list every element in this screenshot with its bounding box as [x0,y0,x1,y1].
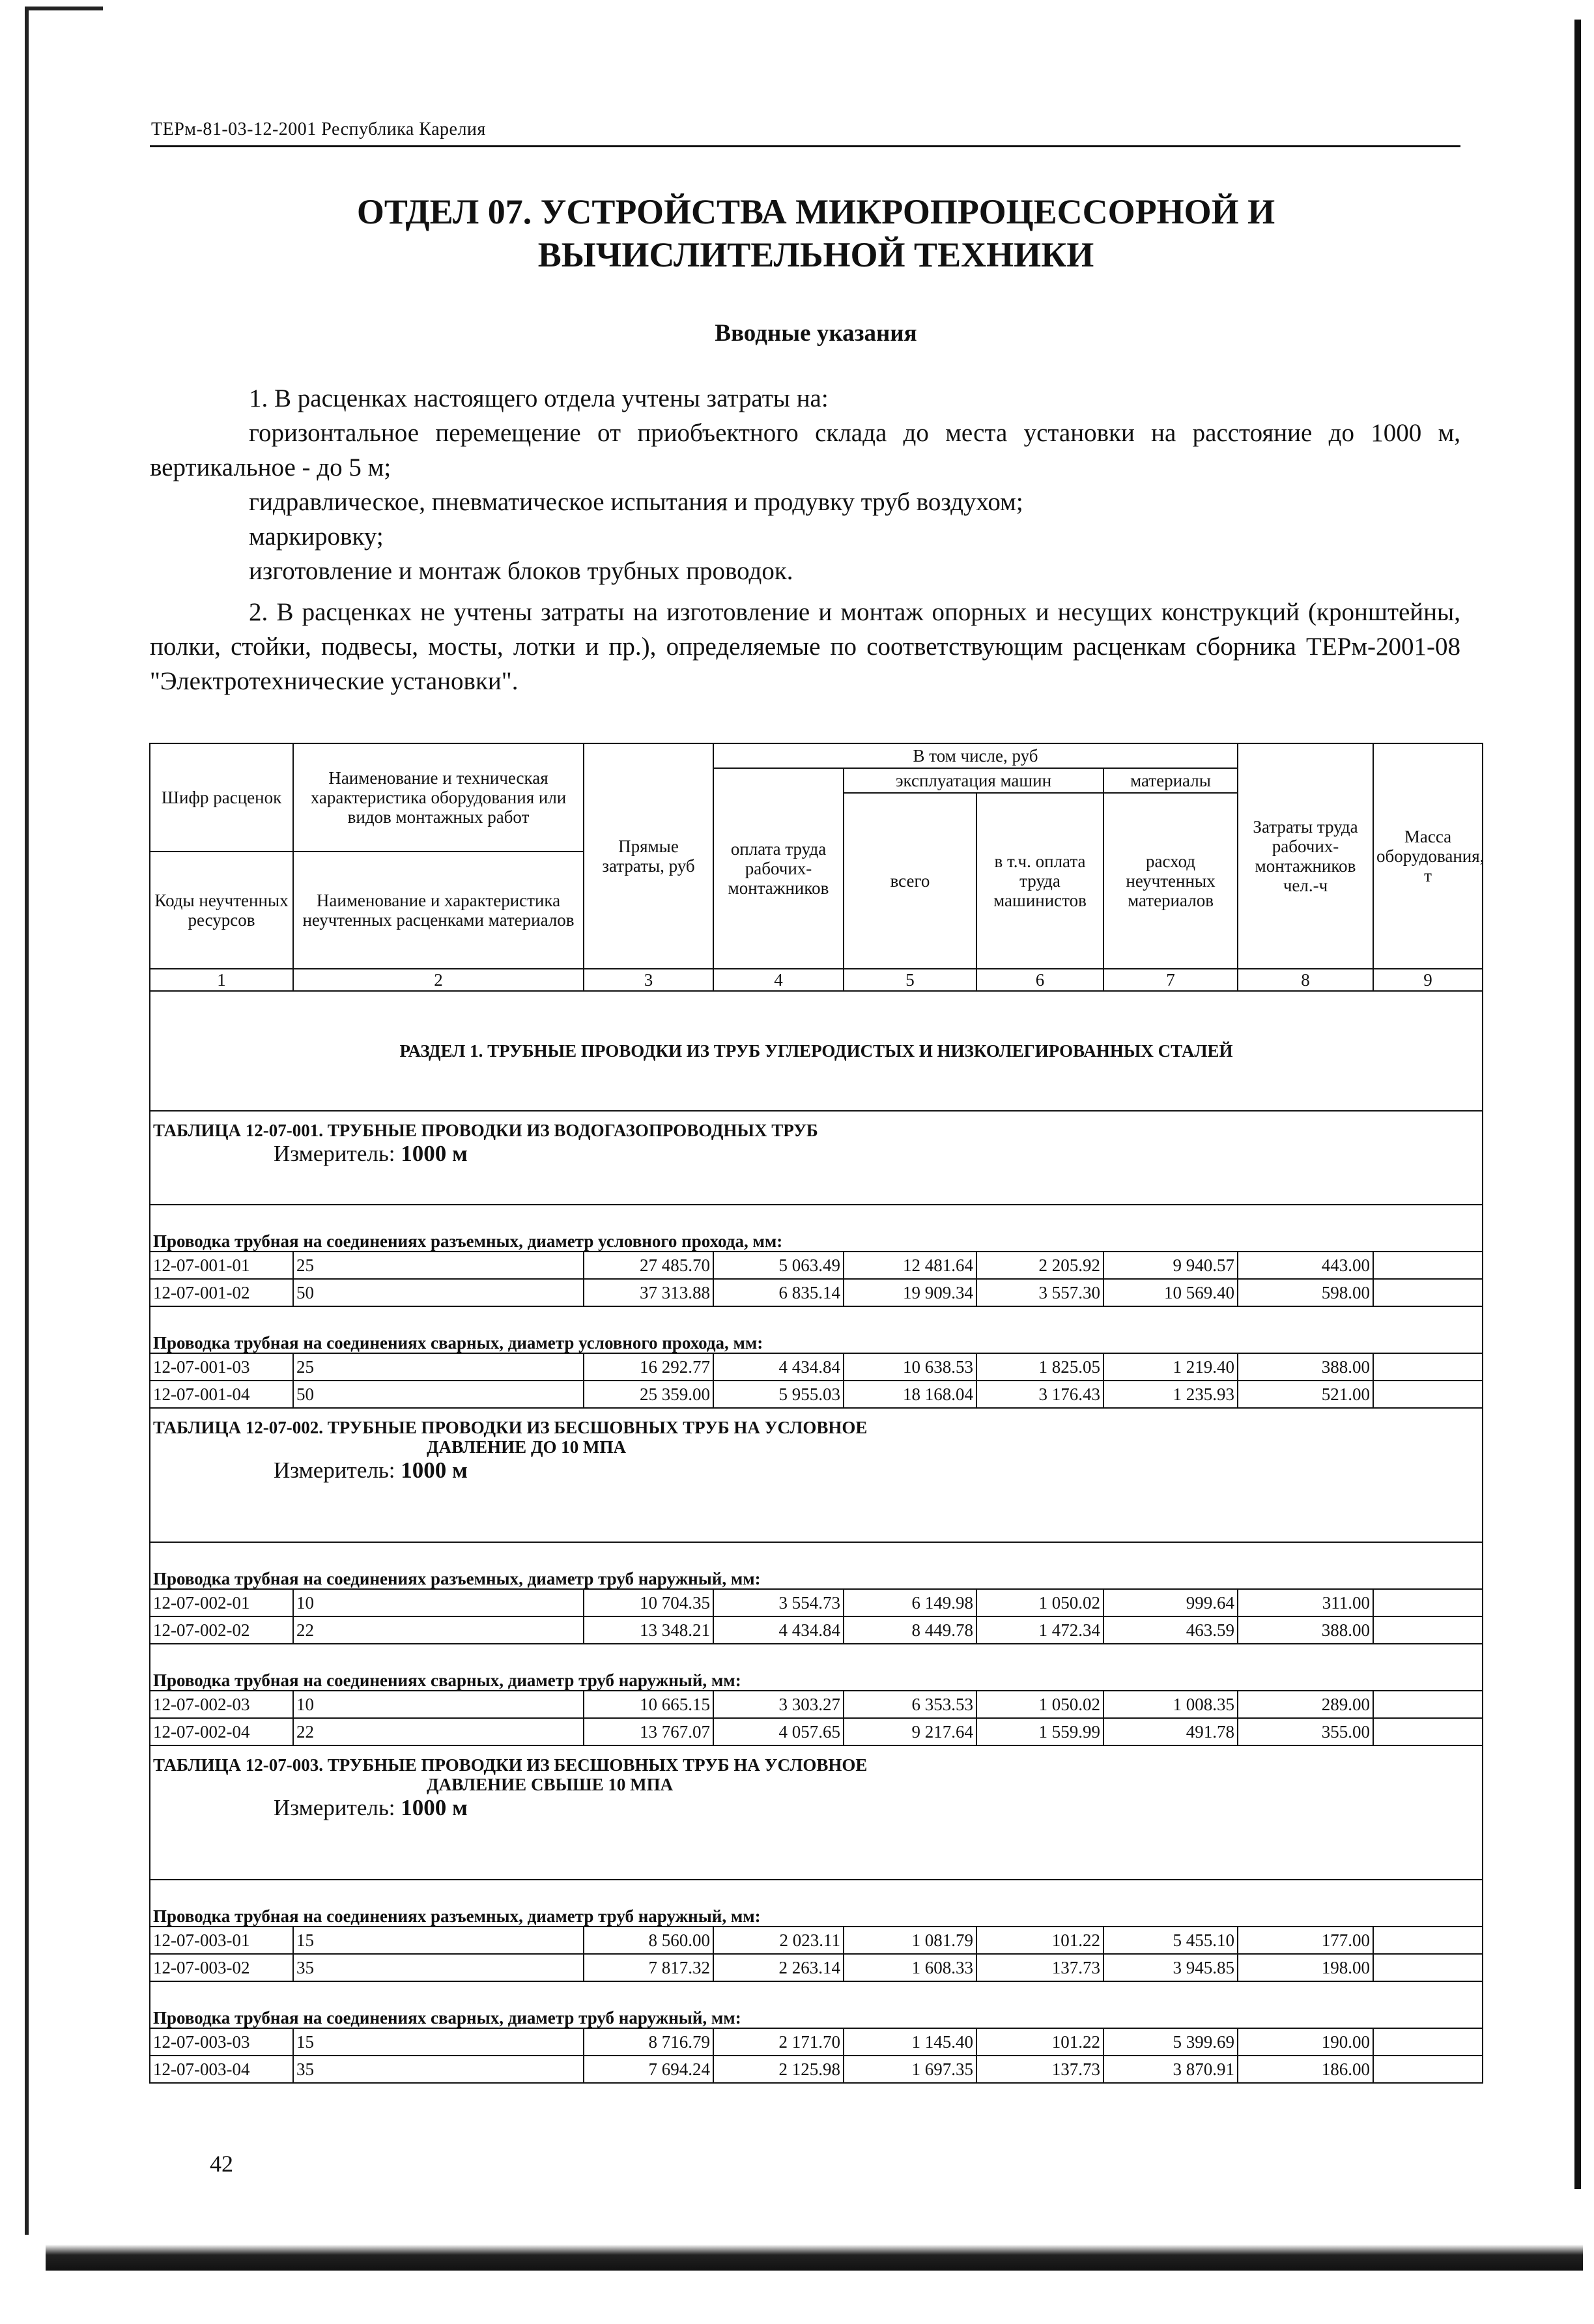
measure-unit [153,1141,1479,1166]
measure-label: Измеритель: [274,1457,395,1483]
cost-cell [1373,1616,1483,1644]
cost-cell: 443.00 [1238,1252,1373,1279]
scan-border-right [1574,20,1581,2189]
header-unaccounted-materials: расход неучтенных материалов [1103,793,1238,969]
cost-cell: 2 125.98 [713,2056,844,2083]
cost-cell: 190.00 [1238,2028,1373,2056]
intro-paragraph-1d: изготовление и монтаж блоков трубных проводок. [249,557,793,585]
rate-code: 12-07-003-03 [150,2028,293,2056]
cost-cell: 1 145.40 [844,2028,976,2056]
cost-cell: 4 434.84 [713,1616,844,1644]
cost-cell: 3 870.91 [1103,2056,1238,2083]
section-title: РАЗДЕЛ 1. ТРУБНЫЕ ПРОВОДКИ ИЗ ТРУБ УГЛЕРОДИСТЫХ И НИЗКОЛЕГИРОВАННЫХ СТАЛЕЙ [150,991,1483,1111]
header-material-names: Наименование и характеристика неучтенных расценками материалов [293,852,584,969]
table-row [150,2056,1483,2083]
cost-cell: 598.00 [1238,1279,1373,1306]
header-resource-codes: Коды неучтенных ресурсов [150,852,293,969]
cost-cell: 6 149.98 [844,1589,976,1616]
header-machinist-pay: в т.ч. оплата труда машинистов [976,793,1103,969]
column-number: 7 [1103,969,1238,991]
cost-cell: 10 665.15 [584,1691,713,1718]
header-including: В том числе, руб [713,743,1238,768]
rate-code: 12-07-001-04 [150,1381,293,1408]
diameter: 25 [293,1353,584,1381]
cost-cell: 2 023.11 [713,1927,844,1954]
cost-cell: 10 638.53 [844,1353,976,1381]
cost-cell: 999.64 [1103,1589,1238,1616]
table-row [150,1353,1483,1381]
table-row [150,1927,1483,1954]
cost-cell: 198.00 [1238,1954,1373,1981]
header-machines: эксплуатация машин [844,768,1103,793]
cost-cell: 8 449.78 [844,1616,976,1644]
header-name: Наименование и техническая характеристика оборудования или видов монтажных работ [293,743,584,852]
cost-cell: 1 008.35 [1103,1691,1238,1718]
cost-cell: 101.22 [976,2028,1103,2056]
cost-cell: 1 608.33 [844,1954,976,1981]
cost-cell: 2 171.70 [713,2028,844,2056]
rate-code: 12-07-001-03 [150,1353,293,1381]
cost-cell: 186.00 [1238,2056,1373,2083]
column-number: 6 [976,969,1103,991]
rate-code: 12-07-003-04 [150,2056,293,2083]
running-header: ТЕРм-81-03-12-2001 Республика Карелия [151,119,486,139]
scan-border-left [25,7,29,2235]
group-heading: Проводка трубная на соединениях разъемных, диаметр труб наружный, мм: [150,1880,1483,1927]
measure-label: Измеритель: [274,1141,395,1166]
measure-value: 1000 м [401,1795,468,1820]
diameter: 22 [293,1718,584,1745]
cost-cell: 1 050.02 [976,1691,1103,1718]
header-rule [150,145,1460,147]
table-title-line-1: ТАБЛИЦА 12-07-002. ТРУБНЫЕ ПРОВОДКИ ИЗ БЕСШОВНЫХ ТРУБ НА УСЛОВНОЕ [153,1418,868,1437]
intro-heading: Вводные указания [715,320,917,347]
cost-cell: 6 353.53 [844,1691,976,1718]
column-number-row [150,969,1483,991]
column-number: 4 [713,969,844,991]
table-title-line-1: ТАБЛИЦА 12-07-001. ТРУБНЫЕ ПРОВОДКИ ИЗ ВОДОГАЗОПРОВОДНЫХ ТРУБ [153,1121,818,1140]
cost-cell: 463.59 [1103,1616,1238,1644]
cost-cell: 3 303.27 [713,1691,844,1718]
cost-cell: 137.73 [976,1954,1103,1981]
rate-code: 12-07-002-04 [150,1718,293,1745]
cost-cell [1373,1381,1483,1408]
intro-paragraph-2: 2. В расценках не учтены затраты на изготовление и монтаж опорных и несущих конструкций (кронштейны, полки, стойки, подвесы, мосты, лотки и пр.), определяемые по соответствующим расценкам сборника ТЕРм-2001-08 "Электротехнические установки". [150,598,1460,695]
cost-cell: 5 455.10 [1103,1927,1238,1954]
cost-cell: 25 359.00 [584,1381,713,1408]
cost-cell: 10 569.40 [1103,1279,1238,1306]
cost-cell: 491.78 [1103,1718,1238,1745]
measure-label: Измеритель: [274,1795,395,1820]
cost-cell: 16 292.77 [584,1353,713,1381]
rate-code: 12-07-001-02 [150,1279,293,1306]
rate-code: 12-07-002-02 [150,1616,293,1644]
column-number: 2 [293,969,584,991]
cost-cell: 5 063.49 [713,1252,844,1279]
cost-cell [1373,1954,1483,1981]
title-line-2: ВЫЧИСЛИТЕЛЬНОЙ ТЕХНИКИ [537,235,1094,274]
cost-cell: 1 559.99 [976,1718,1103,1745]
cost-cell: 8 716.79 [584,2028,713,2056]
column-number: 3 [584,969,713,991]
table-title [150,1111,1483,1205]
cost-cell: 3 945.85 [1103,1954,1238,1981]
header-code: Шифр расценок [150,743,293,852]
cost-cell: 1 050.02 [976,1589,1103,1616]
diameter: 15 [293,2028,584,2056]
cost-cell [1373,2056,1483,2083]
measure-value: 1000 м [401,1457,468,1483]
rate-code: 12-07-001-01 [150,1252,293,1279]
cost-cell [1373,1353,1483,1381]
table-row [150,1718,1483,1745]
intro-paragraph-1: 1. В расценках настоящего отдела учтены затраты на: [249,384,829,412]
cost-cell: 18 168.04 [844,1381,976,1408]
table-title [150,1408,1483,1542]
table-row [150,2028,1483,2056]
diameter: 25 [293,1252,584,1279]
cost-cell: 1 472.34 [976,1616,1103,1644]
group-heading: Проводка трубная на соединениях разъемных, диаметр условного прохода, мм: [150,1205,1483,1252]
page-title [150,190,1482,276]
intro-paragraph-1a: горизонтальное перемещение от приобъектного склада до места установки на расстояние до 1000 м, вертикальное - до 5 м; [150,419,1460,481]
diameter: 10 [293,1691,584,1718]
header-equipment-mass: Масса оборудования, т [1373,743,1483,969]
measure-value: 1000 м [401,1141,468,1166]
cost-cell: 13 767.07 [584,1718,713,1745]
diameter: 22 [293,1616,584,1644]
measure-unit [153,1795,1479,1820]
cost-cell: 1 235.93 [1103,1381,1238,1408]
cost-cell [1373,2028,1483,2056]
table-title [150,1745,1483,1880]
cost-cell: 4 057.65 [713,1718,844,1745]
column-number: 1 [150,969,293,991]
cost-cell: 289.00 [1238,1691,1373,1718]
diameter: 35 [293,1954,584,1981]
table-row [150,1954,1483,1981]
table-row [150,1279,1483,1306]
cost-cell [1373,1691,1483,1718]
cost-cell: 137.73 [976,2056,1103,2083]
cost-cell: 12 481.64 [844,1252,976,1279]
cost-cell: 355.00 [1238,1718,1373,1745]
cost-cell: 3 176.43 [976,1381,1103,1408]
header-machines-total: всего [844,793,976,969]
intro-text [150,381,1460,698]
scan-border-top [25,7,103,10]
diameter: 15 [293,1927,584,1954]
page-number: 42 [210,2151,233,2177]
cost-cell [1373,1252,1483,1279]
measure-unit [153,1457,1479,1483]
column-number: 5 [844,969,976,991]
table-row [150,1381,1483,1408]
cost-cell: 388.00 [1238,1353,1373,1381]
group-heading: Проводка трубная на соединениях сварных, диаметр условного прохода, мм: [150,1306,1483,1353]
diameter: 10 [293,1589,584,1616]
rate-code: 12-07-003-02 [150,1954,293,1981]
cost-cell: 9 940.57 [1103,1252,1238,1279]
table-title-line-2: ДАВЛЕНИЕ ДО 10 МПА [427,1437,627,1457]
cost-cell [1373,1718,1483,1745]
header-worker-pay: оплата труда рабочих-монтажников [713,768,844,969]
group-heading: Проводка трубная на соединениях сварных, диаметр труб наружный, мм: [150,1644,1483,1691]
cost-cell: 2 263.14 [713,1954,844,1981]
table-title-line-1: ТАБЛИЦА 12-07-003. ТРУБНЫЕ ПРОВОДКИ ИЗ БЕСШОВНЫХ ТРУБ НА УСЛОВНОЕ [153,1755,868,1775]
table-row [150,1589,1483,1616]
table-row [150,1252,1483,1279]
header-labor-hours: Затраты труда рабочих-монтажников чел.-ч [1238,743,1373,969]
rate-code: 12-07-002-03 [150,1691,293,1718]
cost-cell [1373,1589,1483,1616]
cost-cell: 1 081.79 [844,1927,976,1954]
title-line-1: ОТДЕЛ 07. УСТРОЙСТВА МИКРОПРОЦЕССОРНОЙ И [356,192,1275,231]
cost-cell: 27 485.70 [584,1252,713,1279]
cost-cell: 2 205.92 [976,1252,1103,1279]
rate-code: 12-07-003-01 [150,1927,293,1954]
group-heading: Проводка трубная на соединениях разъемных, диаметр труб наружный, мм: [150,1542,1483,1589]
cost-cell: 6 835.14 [713,1279,844,1306]
scan-border-bottom [46,2245,1583,2271]
cost-cell: 177.00 [1238,1927,1373,1954]
cost-cell: 10 704.35 [584,1589,713,1616]
cost-cell: 9 217.64 [844,1718,976,1745]
cost-cell: 5 399.69 [1103,2028,1238,2056]
group-heading: Проводка трубная на соединениях сварных, диаметр труб наружный, мм: [150,1981,1483,2028]
column-number: 9 [1373,969,1483,991]
header-direct-costs: Прямые затраты, руб [584,743,713,969]
cost-cell: 3 554.73 [713,1589,844,1616]
rates-table [149,743,1483,2084]
cost-cell [1373,1927,1483,1954]
column-number: 8 [1238,969,1373,991]
table-title-line-2: ДАВЛЕНИЕ СВЫШЕ 10 МПА [427,1775,674,1794]
cost-cell: 8 560.00 [584,1927,713,1954]
cost-cell: 3 557.30 [976,1279,1103,1306]
intro-paragraph-1b: гидравлическое, пневматическое испытания и продувку труб воздухом; [249,488,1023,516]
cost-cell: 5 955.03 [713,1381,844,1408]
intro-paragraph-1c: маркировку; [249,523,384,551]
header-materials: материалы [1103,768,1238,793]
cost-cell: 311.00 [1238,1589,1373,1616]
cost-cell: 388.00 [1238,1616,1373,1644]
cost-cell: 4 434.84 [713,1353,844,1381]
cost-cell: 1 219.40 [1103,1353,1238,1381]
table-row [150,1691,1483,1718]
table-row [150,1616,1483,1644]
cost-cell: 7 694.24 [584,2056,713,2083]
diameter: 50 [293,1279,584,1306]
diameter: 50 [293,1381,584,1408]
diameter: 35 [293,2056,584,2083]
cost-cell: 37 313.88 [584,1279,713,1306]
cost-cell: 1 825.05 [976,1353,1103,1381]
cost-cell: 1 697.35 [844,2056,976,2083]
cost-cell: 13 348.21 [584,1616,713,1644]
rate-code: 12-07-002-01 [150,1589,293,1616]
cost-cell [1373,1279,1483,1306]
cost-cell: 19 909.34 [844,1279,976,1306]
cost-cell: 521.00 [1238,1381,1373,1408]
cost-cell: 101.22 [976,1927,1103,1954]
cost-cell: 7 817.32 [584,1954,713,1981]
